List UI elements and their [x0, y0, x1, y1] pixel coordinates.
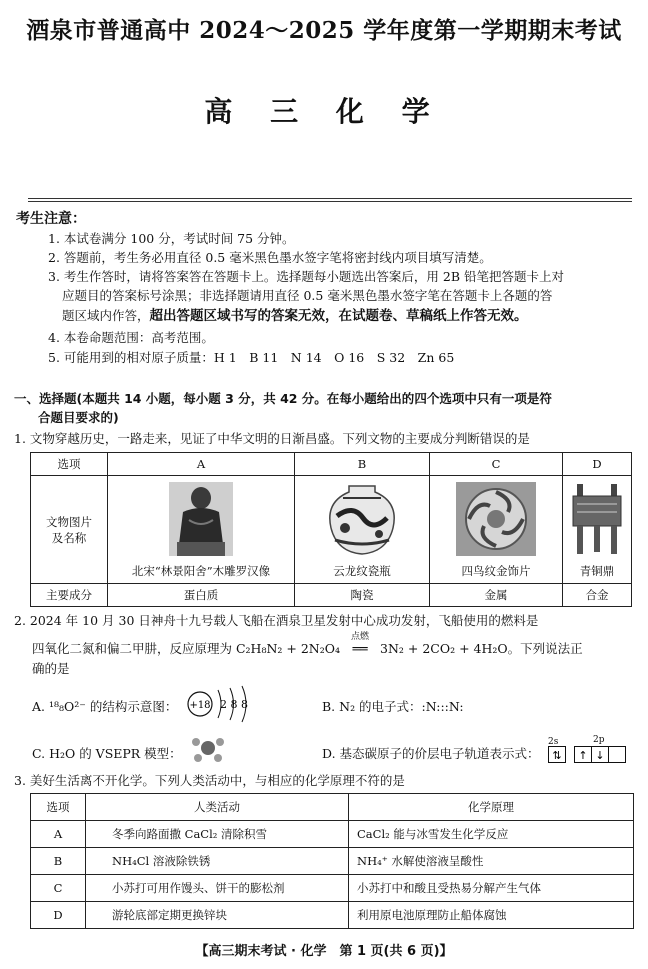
notice-item-4: 4. 本卷命题范围：高考范围。: [48, 330, 214, 345]
notice-item-5: 5. 可能用到的相对原子质量：H 1 B 11 N 14 O 16 S 32 Zn 65: [48, 350, 455, 365]
q1-header-d: D: [563, 453, 632, 476]
q1-header-b: B: [295, 453, 430, 476]
q3-row-a-activity: 冬季向路面撒 CaCl₂ 清除积雪: [86, 821, 349, 848]
q1-header-row: [31, 453, 632, 476]
q2-stem-3: 确的是: [32, 661, 70, 676]
gold-bird-ornament-image: [456, 482, 536, 556]
water-vsepr-model-icon: [190, 734, 226, 764]
q1-cell-a: [108, 476, 295, 584]
q1-image-row: [31, 476, 632, 584]
q1-header-option: 选项: [31, 453, 108, 476]
q2-option-a: [32, 697, 177, 716]
q3-row-c: [31, 875, 634, 902]
q3-row-a-principle: CaCl₂ 能与冰雪发生化学反应: [349, 821, 634, 848]
reaction-condition: 点燃: [350, 632, 369, 642]
svg-text:↑: ↑: [578, 749, 588, 762]
q2-stem-2b: 3N₂ + 2CO₂ + 4H₂O。下列说法正: [380, 641, 583, 656]
q1-component-row: [31, 584, 632, 607]
q1-header-c: C: [430, 453, 563, 476]
notice-warning: 超出答题区域书写的答案无效，在试题卷、草稿纸上作答无效。: [149, 308, 528, 324]
bronze-ding-image: [569, 482, 625, 556]
notice-item-1: 1. 本试卷满分 100 分，考试时间 75 分钟。: [48, 231, 295, 246]
q3-header-activity: 人类活动: [86, 794, 349, 821]
wooden-arhat-statue-image: [169, 482, 233, 556]
q3-row-c-principle: 小苏打中和酸且受热易分解产生气体: [349, 875, 634, 902]
q1-cell-b: [295, 476, 430, 584]
q3-row-b-activity: NH₄Cl 溶液除铁锈: [86, 848, 349, 875]
q3-header-option: 选项: [31, 794, 86, 821]
q2-option-b: B. N₂ 的电子式：:N:::N:: [322, 699, 464, 714]
q1-table: [30, 452, 632, 607]
q3-row-d: [31, 902, 634, 929]
q3-row-b-option: B: [31, 848, 86, 875]
electron-shells: 2 8 8: [220, 698, 248, 711]
q2-option-c: C. H₂O 的 VSEPR 模型：: [32, 746, 182, 761]
q2-stem-2: [32, 632, 583, 658]
q1-header-a: A: [108, 453, 295, 476]
carbon-orbital-diagram: [548, 746, 632, 764]
q3-row-b: [31, 848, 634, 875]
dragon-porcelain-vase-image: [323, 482, 401, 556]
section1-title: 一、选择题(本题共 14 小题，每小题 3 分，共 42 分。在每小题给出的四个选项中只有一项是符: [14, 391, 552, 406]
q2-option-a-text: A. ¹⁸₈O²⁻ 的结构示意图：: [32, 699, 178, 714]
q3-header-principle: 化学原理: [349, 794, 634, 821]
q2-option-d: D. 基态碳原子的价层电子轨道表示式：: [322, 746, 540, 761]
q1-comp-c: 金属: [430, 584, 563, 607]
q1-row-label: [31, 476, 108, 584]
reaction-arrow: 点燃 ══: [340, 639, 380, 658]
q3-row-d-principle: 利用原电池原理防止船体腐蚀: [349, 902, 634, 929]
exam-title: 酒泉市普通高中 2024～2025 学年度第一学期期末考试: [26, 17, 622, 44]
q3-header-row: [31, 794, 634, 821]
q1-name-c: 四鸟纹金饰片: [461, 564, 531, 578]
q2-stem-2a: 四氧化二氮和偏二甲肼，反应原理为 C₂H₈N₂ + 2N₂O₄: [32, 641, 340, 656]
divider-top-2: [28, 201, 632, 202]
notice-item-2: 2. 答题前，考生务必用直径 0.5 毫米黑色墨水签字笔将密封线内项目填写清楚。: [48, 250, 492, 265]
q1-comp-d: 合金: [563, 584, 632, 607]
q3-row-a-option: A: [31, 821, 86, 848]
q3-row-c-activity: 小苏打可用作馒头、饼干的膨松剂: [86, 875, 349, 902]
q3-stem: 3. 美好生活离不开化学。下列人类活动中，与相应的化学原理不符的是: [14, 773, 405, 788]
svg-text:⇅: ⇅: [552, 749, 562, 762]
q1-comp-a: 蛋白质: [108, 584, 295, 607]
notice-item-3: 3. 考生作答时，请将答案答在答题卡上。选择题每小题选出答案后，用 2B 铅笔把答题卡上对: [48, 269, 564, 284]
svg-text:↓: ↓: [595, 749, 605, 762]
q1-comp-b: 陶瓷: [295, 584, 430, 607]
q3-row-b-principle: NH₄⁺ 水解使溶液呈酸性: [349, 848, 634, 875]
section1-title-2: 合题目要求的): [38, 410, 119, 425]
divider-top: [28, 198, 632, 199]
q1-name-d: 青铜鼎: [579, 564, 615, 578]
orbital-2s-label: 2s: [548, 737, 559, 747]
q3-row-a: [31, 821, 634, 848]
notice-item-3-tail: 题区域内作答，: [62, 308, 150, 323]
q3-row-d-option: D: [31, 902, 86, 929]
q1-row-label-2: 及名称: [51, 530, 87, 545]
q3-row-d-activity: 游轮底部定期更换锌块: [86, 902, 349, 929]
q1-name-a: 北宋“林景阳舍”木雕罗汉像: [131, 564, 271, 578]
nucleus-charge: +18: [189, 700, 211, 711]
oxide-ion-structure-diagram: [186, 682, 266, 726]
q3-row-c-option: C: [31, 875, 86, 902]
q1-cell-c: [430, 476, 563, 584]
q1-cell-d: [563, 476, 632, 584]
notice-item-3-cont: 应题目的答案标号涂黑；非选择题请用直径 0.5 毫米黑色墨水签字笔在答题卡上各题的答: [62, 288, 553, 303]
q1-comp-label: 主要成分: [31, 584, 108, 607]
q1-name-b: 云龙纹瓷瓶: [333, 564, 391, 578]
notice-title: 考生注意：: [16, 211, 86, 227]
q1-row-label-1: 文物图片: [46, 514, 92, 529]
q1-stem: 1. 文物穿越历史，一路走来，见证了中华文明的日渐昌盛。下列文物的主要成分判断错误的是: [14, 431, 530, 446]
q2-stem-1: 2. 2024 年 10 月 30 日神舟十九号载人飞船在酒泉卫星发射中心成功发射，飞船使用的燃料是: [14, 613, 539, 628]
notice-item-3-cont2: [62, 306, 528, 326]
subject-title: 高 三 化 学: [204, 95, 444, 128]
orbital-2p-label: 2p: [593, 735, 605, 745]
q3-table: [30, 793, 634, 929]
page-footer: 【高三期末考试 · 化学 第 1 页(共 6 页)】: [195, 944, 453, 959]
